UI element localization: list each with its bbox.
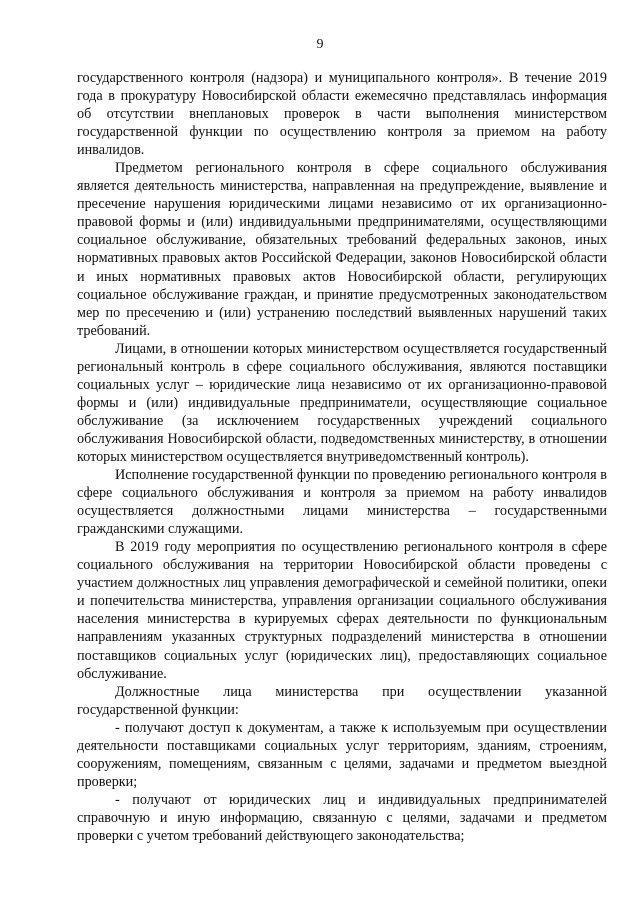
paragraph-subject-of-control: Предметом регионального контроля в сфере социального обслуживания является деятельность министерства, направленная на предупреждение, выявление и пресечение нарушения юридическими лицами независимо от их организационно-правовой формы и (или) индивидуальными предпринимателями, осуществляющими социальное обслуживание, обязательных требований федеральных законов, иных нормативных правовых актов Российской Федерации, законов Новосибирской области и иных нормативных правовых актов Новосибирской области, регулирующих социальное обслуживание граждан, и принятие предусмотренных законодательством мер по пресечению и (или) устранению последствий выявленных нарушений таких требований. xyxy=(77,160,607,339)
paragraph-2019-activities: В 2019 году мероприятия по осуществлению регионального контроля в сфере социального обслуживания на территории Новосибирской области проведены с участием должностных лиц управления демографической и семейной политики, опеки и попечительства министерства, управления организации социального обслуживания населения министерства в курируемых сферах деятельности по функциональным направлениям указанных структурных подразделений министерства в отношении поставщиков социальных услуг (юридических лиц), предоставляющих социальное обслуживание. xyxy=(77,539,607,682)
page-number: 9 xyxy=(316,37,324,52)
paragraph-officials-intro: Должностные лица министерства при осуществлении указанной государственной функции: xyxy=(77,683,607,718)
paragraph-continuation: государственного контроля (надзора) и муниципального контроля». В течение 2019 года в прокуратуру Новосибирской области ежемесячно представлялась информация об отсутствии внеплановых проверок в части выполнения министерством государственной функции по осуществлению контроля за приемом на работу инвалидов. xyxy=(77,70,607,159)
paragraph-controlled-persons: Лицами, в отношении которых министерством осуществляется государственный региональный контроль в сфере социального обслуживания, являются поставщики социальных услуг – юридические лица независимо от их организационно-правовой формы и (или) индивидуальные предприниматели, осуществляющие социальное обслуживание (за исключением государственных учреждений социального обслуживания Новосибирской области, подведомственных министерству, в отношении которых министерством осуществляется внутриведомственный контроль). xyxy=(77,340,607,465)
paragraph-execution-of-function: Исполнение государственной функции по проведению регионального контроля в сфере социального обслуживания и контроля за приемом на работу инвалидов осуществляется должностными лицами министерства – государственными гражданскими служащими. xyxy=(77,467,607,538)
list-item-information-receipt: - получают от юридических лиц и индивидуальных предпринимателей справочную и иную информацию, связанную с целями, задачами и предметом проверки с учетом требований действующего законодательства; xyxy=(77,791,607,844)
list-item-document-access: - получают доступ к документам, а также к используемым при осуществлении деятельности поставщиками социальных услуг территориям, зданиям, строениям, сооружениям, помещениям, связанным с целями, задачами и предметом выездной проверки; xyxy=(77,719,607,790)
document-body xyxy=(77,69,607,845)
